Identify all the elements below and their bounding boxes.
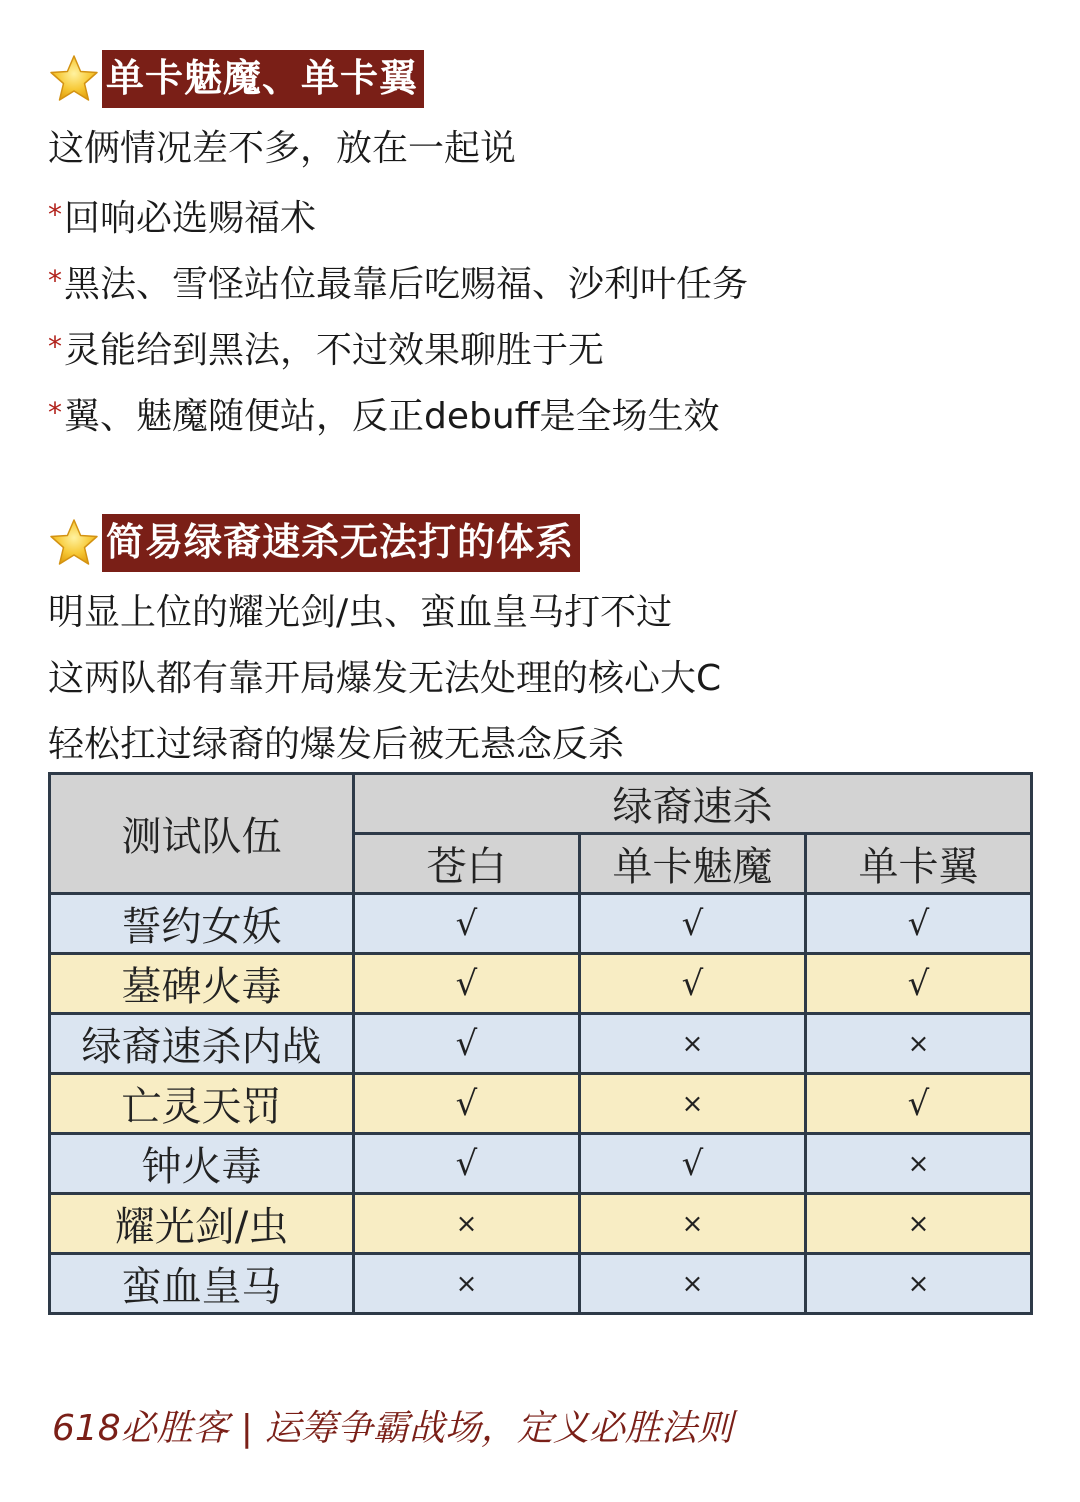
result-cell: √ [354, 1074, 580, 1134]
result-cell: × [580, 1074, 806, 1134]
column-header: 单卡魅魔 [580, 834, 806, 894]
bullet-item: *回响必选赐福术 [48, 198, 317, 239]
body-text: 明显上位的耀光剑/虫、蛮血皇马打不过 [48, 592, 673, 633]
footer-slogan [52, 1400, 733, 1451]
table-row [50, 1014, 1032, 1074]
team-cell: 耀光剑/虫 [50, 1194, 354, 1254]
star-icon [48, 517, 100, 569]
matchup-table [48, 772, 1030, 1315]
bullet-item: *灵能给到黑法，不过效果聊胜于无 [48, 330, 605, 371]
result-cell: × [806, 1134, 1032, 1194]
bullet-marker: * [48, 264, 62, 297]
body-text: 这两队都有靠开局爆发无法处理的核心大C [48, 658, 722, 699]
body-text: 轻松扛过绿裔的爆发后被无悬念反杀 [48, 724, 625, 765]
table-row [50, 954, 1032, 1014]
result-cell: √ [806, 894, 1032, 954]
team-cell: 墓碑火毒 [50, 954, 354, 1014]
section-heading: 简易绿裔速杀无法打的体系 [102, 514, 580, 572]
table-header-row [50, 774, 1032, 834]
result-cell: √ [580, 894, 806, 954]
bullet-item: *翼、魅魔随便站，反正debuff是全场生效 [48, 396, 720, 437]
section-heading: 单卡魅魔、单卡翼 [102, 50, 424, 108]
footer-separator: | [240, 1408, 253, 1449]
result-cell: × [354, 1194, 580, 1254]
section-single-card [48, 50, 1040, 446]
section-heading-row [48, 514, 1040, 572]
footer-left: 618必胜客 [52, 1408, 229, 1449]
result-cell: √ [580, 954, 806, 1014]
table-row [50, 1194, 1032, 1254]
table-row [50, 1134, 1032, 1194]
result-cell: √ [806, 1074, 1032, 1134]
result-cell: × [806, 1014, 1032, 1074]
column-header: 苍白 [354, 834, 580, 894]
footer-right: 运筹争霸战场，定义必胜法则 [264, 1408, 733, 1449]
team-cell: 蛮血皇马 [50, 1254, 354, 1314]
bullet-marker: * [48, 198, 62, 231]
table-row [50, 1074, 1032, 1134]
bullet-marker: * [48, 330, 62, 363]
result-cell: √ [354, 954, 580, 1014]
intro-text: 这俩情况差不多，放在一起说 [48, 128, 517, 169]
result-cell: × [580, 1254, 806, 1314]
group-header: 绿裔速杀 [354, 774, 1032, 834]
table-row [50, 1254, 1032, 1314]
team-cell: 亡灵天罚 [50, 1074, 354, 1134]
star-icon [48, 53, 100, 105]
team-cell: 绿裔速杀内战 [50, 1014, 354, 1074]
table-row [50, 894, 1032, 954]
team-cell: 誓约女妖 [50, 894, 354, 954]
result-cell: × [354, 1254, 580, 1314]
result-cell: √ [806, 954, 1032, 1014]
team-cell: 钟火毒 [50, 1134, 354, 1194]
column-header: 单卡翼 [806, 834, 1032, 894]
result-cell: √ [354, 1134, 580, 1194]
result-cell: × [806, 1254, 1032, 1314]
result-cell: × [580, 1014, 806, 1074]
section-heading-row [48, 50, 1040, 108]
result-cell: √ [354, 1014, 580, 1074]
result-cell: √ [580, 1134, 806, 1194]
team-header: 测试队伍 [50, 774, 354, 894]
result-cell: √ [354, 894, 580, 954]
result-cell: × [806, 1194, 1032, 1254]
result-cell: × [580, 1194, 806, 1254]
bullet-marker: * [48, 396, 62, 429]
bullet-item: *黑法、雪怪站位最靠后吃赐福、沙利叶任务 [48, 264, 749, 305]
section-counter-teams [48, 514, 1040, 778]
